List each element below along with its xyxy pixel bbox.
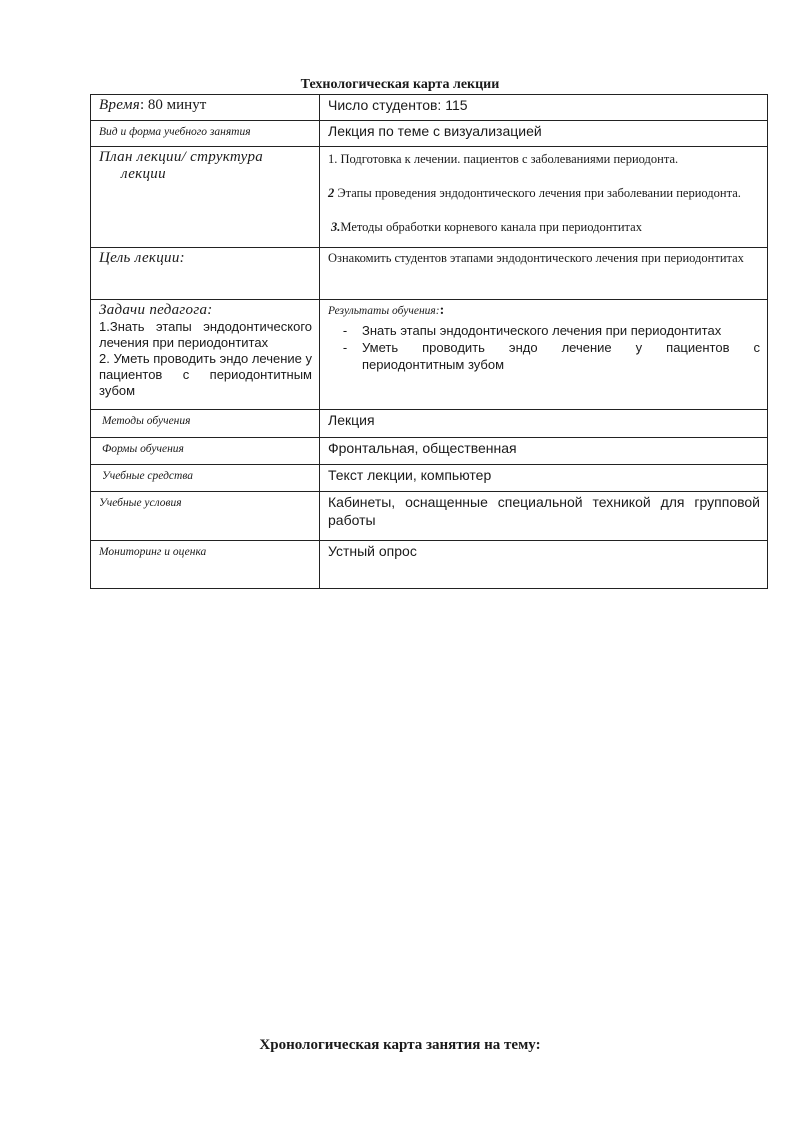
row-conditions — [91, 492, 768, 541]
row-monitoring — [91, 541, 768, 589]
results-heading — [328, 302, 760, 320]
tasks-cell — [91, 300, 320, 410]
plan-item-3-text: Методы обработки корневого канала при периодонтитах — [340, 220, 642, 234]
row-plan — [91, 147, 768, 248]
plan-item-2 — [328, 185, 760, 202]
row-form — [91, 121, 768, 147]
means-value-cell — [320, 465, 768, 492]
row-goal — [91, 248, 768, 300]
row-tasks — [91, 300, 768, 410]
form-value-cell — [320, 121, 768, 147]
students-count: Число студентов: 115 — [328, 97, 468, 113]
forms-label-cell — [91, 438, 320, 465]
students-cell — [320, 95, 768, 121]
conditions-value-cell — [320, 492, 768, 541]
monitoring-label-cell — [91, 541, 320, 589]
tasks-item-1: 1.Знать этапы эндодонтического лечения при периодонтитах — [99, 319, 312, 350]
results-item-text: Уметь проводить эндо лечение у пациентов с — [362, 340, 760, 355]
plan-item-2-number: 2 — [328, 186, 335, 200]
goal-label: Цель лекции: — [99, 250, 185, 266]
plan-item-3-number: 3. — [331, 220, 341, 234]
methods-label: Методы обучения — [102, 415, 191, 427]
forms-value: Фронтальная, общественная — [328, 440, 517, 456]
plan-item-1: 1. Подготовка к лечении. пациентов с заболеваниями периодонта. — [328, 152, 679, 166]
row-time — [91, 95, 768, 121]
means-value: Текст лекции, компьютер — [328, 467, 492, 483]
lecture-card-table — [90, 94, 768, 589]
document-title: Технологическая карта лекции — [300, 77, 500, 92]
results-item — [328, 322, 760, 339]
form-label: Вид и форма учебного занятия — [99, 126, 251, 138]
goal-value: Ознакомить студентов этапами эндодонтического лечения при периодонтитах — [328, 251, 744, 265]
goal-label-cell — [91, 248, 320, 300]
forms-value-cell — [320, 438, 768, 465]
means-label: Учебные средства — [102, 470, 193, 482]
plan-item-2-text: Этапы проведения эндодонтического лечения при заболевании периодонта. — [334, 186, 741, 200]
monitoring-value: Устный опрос — [328, 543, 417, 559]
time-label: Время — [99, 97, 140, 113]
results-cell — [320, 300, 768, 410]
monitoring-value-cell — [320, 541, 768, 589]
methods-label-cell — [91, 410, 320, 438]
tasks-label: Задачи педагога: — [99, 302, 213, 318]
row-means — [91, 465, 768, 492]
results-colon: : — [439, 303, 445, 318]
form-value: Лекция по теме с визуализацией — [328, 123, 542, 139]
plan-label-line2: лекции — [121, 166, 166, 182]
methods-value-cell — [320, 410, 768, 438]
results-item-text-cont: периодонтитным зубом — [362, 357, 505, 372]
goal-value-cell — [320, 248, 768, 300]
tasks-item-2: 2. Уметь проводить эндо лечение у пациентов с периодонтитным зубом — [99, 351, 313, 398]
row-methods — [91, 410, 768, 438]
means-label-cell — [91, 465, 320, 492]
form-label-cell — [91, 121, 320, 147]
conditions-label-cell — [91, 492, 320, 541]
plan-label-line1: План лекции/ структура — [99, 149, 264, 165]
plan-item-3 — [328, 219, 760, 236]
dash-bullet: - — [342, 340, 348, 355]
dash-bullet: - — [342, 323, 348, 338]
results-list — [328, 322, 760, 373]
plan-label-cell — [91, 147, 320, 248]
time-value: : 80 минут — [140, 97, 207, 113]
conditions-value: Кабинеты, оснащенные специальной техникой для групповой работы — [328, 494, 760, 528]
methods-value: Лекция — [328, 412, 375, 428]
monitoring-label: Мониторинг и оценка — [99, 546, 207, 558]
forms-label: Формы обучения — [102, 443, 184, 455]
results-item — [328, 339, 760, 373]
time-cell — [91, 95, 320, 121]
conditions-label: Учебные условия — [99, 497, 182, 509]
results-label: Результаты обучения: — [328, 305, 440, 317]
row-forms — [91, 438, 768, 465]
chronological-map-title: Хронологическая карта занятия на тему: — [259, 1037, 541, 1053]
plan-items-cell — [320, 147, 768, 248]
results-item-text: Знать этапы эндодонтического лечения при периодонтитах — [362, 323, 722, 338]
